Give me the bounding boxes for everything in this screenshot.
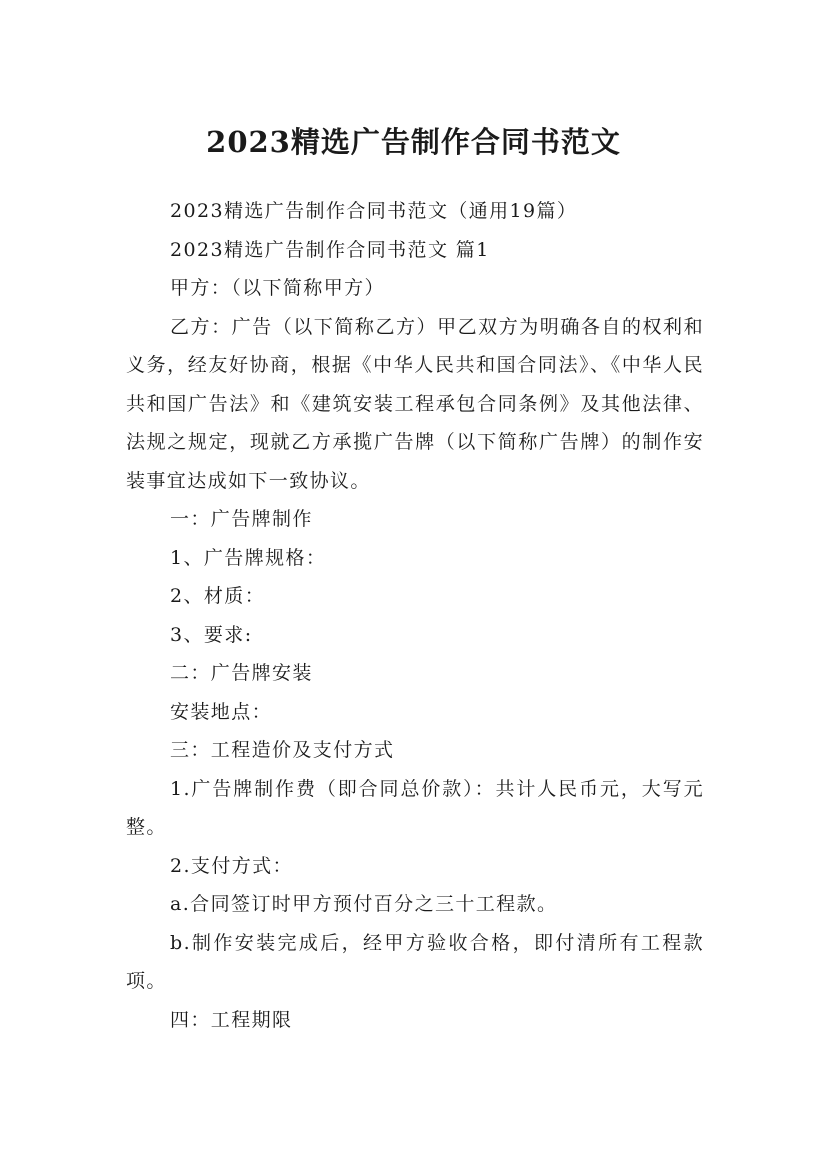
paragraph-production-fee: 1.广告牌制作费（即合同总价款）：共计人民币元，大写元整。 [126,777,704,838]
document-title: 2023精选广告制作合同书范文 [206,125,621,160]
paragraph-payment-method: 2.支付方式： [170,854,293,877]
paragraph-spec: 1、广告牌规格： [170,546,327,569]
paragraph-section-heading: 2023精选广告制作合同书范文 篇1 [170,238,490,261]
paragraph-material: 2、材质： [170,585,266,607]
paragraph-heading-term: 四：工程期限 [170,1008,293,1031]
paragraph-requirements: 3、要求: [170,623,253,646]
paragraph-heading-production: 一：广告牌制作 [170,508,313,530]
paragraph-install-location: 安装地点： [170,700,273,723]
paragraph-subtitle: 2023精选广告制作合同书范文（通用19篇） [170,200,578,222]
paragraph-payment-b: b.制作安装完成后，经甲方验收合格，即付清所有工程款项。 [126,931,704,992]
paragraph-heading-installation: 二：广告牌安装 [170,662,313,684]
paragraph-party-a: 甲方：（以下简称甲方） [170,277,385,299]
document-body [126,192,704,1039]
paragraph-heading-cost: 三：工程造价及支付方式 [170,739,395,761]
paragraph-party-b: 乙方：广告（以下简称乙方）甲乙双方为明确各自的权利和义务，经友好协商，根据《中华人民共和国合同法》、《中华人民共和国广告法》和《建筑安装工程承包合同条例》及其他法律、法规之规定，现就乙方承揽广告牌（以下简称广告牌）的制作安装事宜达成如下一致协议。 [126,315,704,492]
paragraph-payment-a: a.合同签订时甲方预付百分之三十工程款。 [170,893,558,915]
